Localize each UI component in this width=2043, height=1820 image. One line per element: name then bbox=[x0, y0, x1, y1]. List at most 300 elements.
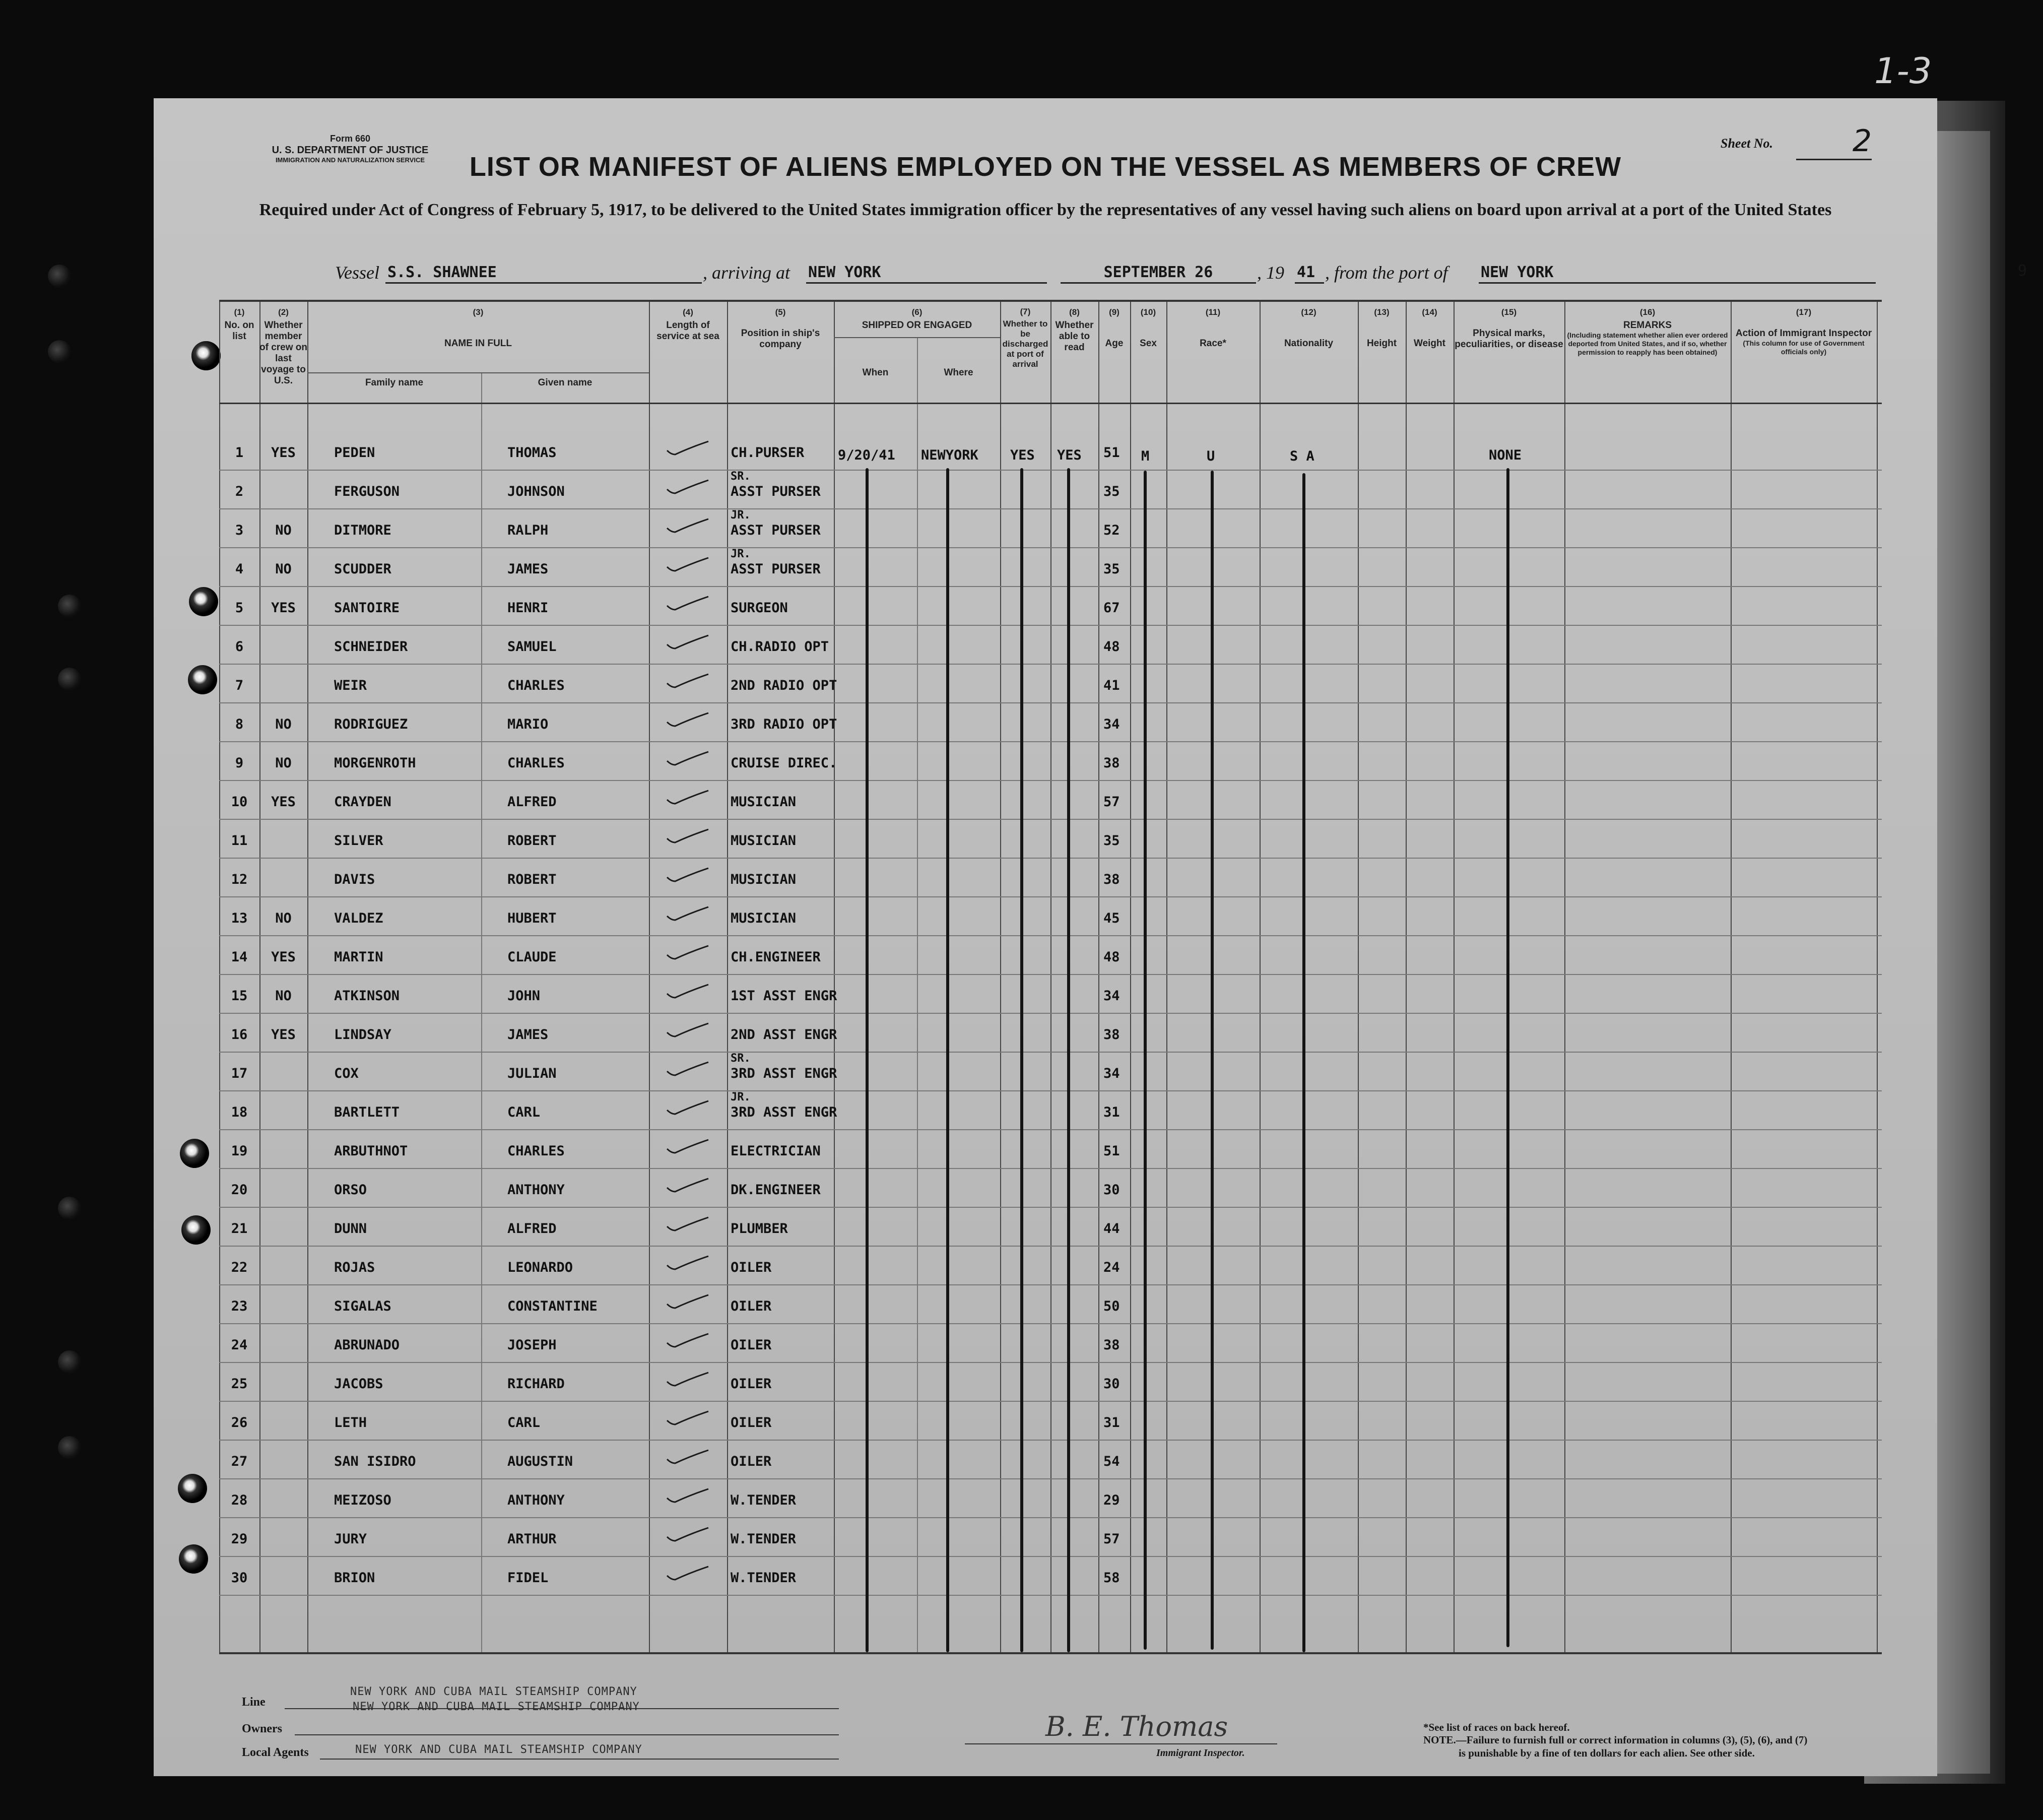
row-age: 67 bbox=[1103, 600, 1120, 616]
row-position: 2ND RADIO OPT bbox=[731, 678, 837, 693]
row-family-name: ROJAS bbox=[334, 1260, 375, 1275]
row-position: MUSICIAN bbox=[731, 833, 797, 849]
row-rule bbox=[219, 1090, 1882, 1091]
col-read-label: Whether able to read bbox=[1055, 320, 1094, 353]
row-position: 3RD ASST ENGR bbox=[731, 1104, 837, 1120]
col-action-sub: (This column for use of Government officials only) bbox=[1743, 339, 1865, 356]
row-age: 35 bbox=[1103, 484, 1120, 499]
col-age-num: (9) bbox=[1109, 307, 1119, 317]
row-position: OILER bbox=[731, 1298, 772, 1314]
row-age: 24 bbox=[1103, 1260, 1120, 1275]
checkmark-icon bbox=[665, 595, 710, 612]
row-position: OILER bbox=[731, 1260, 772, 1275]
checkmark-icon bbox=[665, 983, 710, 1000]
row-last-voyage: NO bbox=[275, 717, 292, 732]
checkmark-icon bbox=[665, 556, 710, 573]
col-position bbox=[727, 307, 834, 350]
grommet-icon bbox=[178, 1474, 207, 1503]
row-rule bbox=[219, 780, 1882, 781]
col-sex-label: Sex bbox=[1140, 338, 1157, 349]
row-rule bbox=[219, 1595, 1882, 1596]
row-family-name: MARTIN bbox=[334, 949, 383, 965]
row-number: 20 bbox=[231, 1182, 248, 1198]
row-number: 1 bbox=[235, 445, 244, 461]
row-position-prefix: JR. bbox=[731, 548, 751, 560]
row-age: 58 bbox=[1103, 1570, 1120, 1586]
binder-hole bbox=[58, 595, 81, 618]
form-department: U. S. DEPARTMENT OF JUSTICE bbox=[272, 145, 429, 156]
col-position-num: (5) bbox=[775, 307, 786, 317]
manifest-page bbox=[154, 98, 2027, 1776]
row-rule bbox=[219, 1362, 1882, 1363]
row-family-name: PEDEN bbox=[334, 445, 375, 461]
grommet-icon bbox=[189, 587, 218, 616]
row-given-name: LEONARDO bbox=[507, 1260, 573, 1275]
col-discharged-label: Whether to be discharged at port of arrival bbox=[1002, 319, 1048, 369]
col-sex bbox=[1130, 307, 1166, 349]
line-stamp: NEW YORK AND CUBA MAIL STEAMSHIP COMPANY bbox=[350, 1685, 637, 1698]
col-remarks-sub: (Including statement whether alien ever ordered deported from United States, and if so, whether permission to reapply has been obtained) bbox=[1567, 331, 1728, 356]
binder-hole bbox=[58, 1350, 81, 1374]
vessel-line bbox=[335, 262, 2027, 286]
checkmark-icon bbox=[665, 1177, 710, 1194]
row-number: 29 bbox=[231, 1531, 248, 1547]
read-value: YES bbox=[1057, 447, 1082, 463]
row-position: ELECTRICIAN bbox=[731, 1143, 821, 1159]
checkmark-icon bbox=[665, 478, 710, 495]
row-age: 57 bbox=[1103, 794, 1120, 810]
race-note: *See list of races on back hereof. bbox=[1423, 1721, 1570, 1733]
departure-port: NEW YORK bbox=[1479, 262, 1876, 284]
row-position: 3RD ASST ENGR bbox=[731, 1066, 837, 1081]
row-position-prefix: JR. bbox=[731, 509, 751, 522]
row-rule bbox=[219, 819, 1882, 820]
row-rule bbox=[219, 625, 1882, 626]
row-position: OILER bbox=[731, 1415, 772, 1431]
col-remarks bbox=[1564, 307, 1731, 357]
row-position: CRUISE DIREC. bbox=[731, 755, 837, 771]
row-last-voyage: YES bbox=[271, 794, 296, 810]
row-number: 4 bbox=[235, 561, 244, 577]
row-age: 38 bbox=[1103, 755, 1120, 771]
row-age: 48 bbox=[1103, 949, 1120, 965]
row-given-name: ALFRED bbox=[507, 794, 557, 810]
row-given-name: CHARLES bbox=[507, 755, 565, 771]
row-number: 13 bbox=[231, 911, 248, 926]
form-service: IMMIGRATION AND NATURALIZATION SERVICE bbox=[275, 156, 425, 164]
col-action bbox=[1731, 307, 1877, 356]
row-number: 10 bbox=[231, 794, 248, 810]
checkmark-icon bbox=[665, 1099, 710, 1116]
row-family-name: COX bbox=[334, 1066, 359, 1081]
line-label: Line bbox=[242, 1696, 266, 1709]
grommet-icon bbox=[180, 1139, 209, 1168]
row-position: 1ST ASST ENGR bbox=[731, 988, 837, 1004]
page-subtitle: Required under Act of Congress of February 5, 1917, to be delivered to the United States immigration officer by the representatives of any vessel having such aliens on board upon arrival at a port of the United States bbox=[259, 201, 1832, 219]
row-age: 41 bbox=[1103, 678, 1120, 693]
row-age: 57 bbox=[1103, 1531, 1120, 1547]
row-rule bbox=[219, 1440, 1882, 1441]
row-last-voyage: NO bbox=[275, 988, 292, 1004]
checkmark-icon bbox=[665, 1060, 710, 1077]
row-family-name: JACOBS bbox=[334, 1376, 383, 1392]
checkmark-icon bbox=[665, 789, 710, 806]
row-number: 12 bbox=[231, 872, 248, 887]
checkmark-icon bbox=[665, 1215, 710, 1232]
row-family-name: SANTOIRE bbox=[334, 600, 400, 616]
row-family-name: DUNN bbox=[334, 1221, 367, 1237]
col-sex-num: (10) bbox=[1140, 307, 1156, 317]
col-shipped-num: (6) bbox=[911, 307, 922, 317]
row-number: 17 bbox=[231, 1066, 248, 1081]
page-shadow-edge bbox=[1930, 131, 1990, 1774]
inspector-label: Immigrant Inspector. bbox=[1156, 1747, 1245, 1759]
col-height-num: (13) bbox=[1374, 307, 1390, 317]
owners-stamp: NEW YORK AND CUBA MAIL STEAMSHIP COMPANY bbox=[353, 1701, 640, 1713]
row-number: 7 bbox=[235, 678, 244, 693]
col-weight bbox=[1406, 307, 1454, 349]
margin-number: 9 bbox=[2018, 262, 2027, 280]
binder-hole bbox=[48, 265, 71, 288]
binder-hole bbox=[48, 340, 71, 363]
row-number: 25 bbox=[231, 1376, 248, 1392]
col-name-label: NAME IN FULL bbox=[444, 338, 512, 349]
row-number: 23 bbox=[231, 1298, 248, 1314]
ditto-mark bbox=[946, 468, 949, 1652]
row-position: MUSICIAN bbox=[731, 794, 797, 810]
row-rule bbox=[219, 1168, 1882, 1169]
row-number: 21 bbox=[231, 1221, 248, 1237]
col-remarks-num: (16) bbox=[1639, 307, 1656, 317]
col-last-voyage-label: Whether member of crew on last voyage to U.S. bbox=[259, 320, 308, 386]
row-age: 51 bbox=[1103, 1143, 1120, 1159]
col-last-voyage bbox=[259, 307, 307, 386]
row-position: ASST PURSER bbox=[731, 523, 821, 538]
row-position: SURGEON bbox=[731, 600, 788, 616]
row-given-name: CONSTANTINE bbox=[507, 1298, 598, 1314]
row-rule bbox=[219, 1207, 1882, 1208]
ditto-mark bbox=[1144, 471, 1147, 1650]
row-rule bbox=[219, 470, 1882, 471]
row-given-name: JOSEPH bbox=[507, 1337, 557, 1353]
row-position-prefix: SR. bbox=[731, 470, 751, 483]
penalty-note-line2: is punishable by a fine of ten dollars for each alien. See other side. bbox=[1459, 1747, 1755, 1759]
col-given-name: Given name bbox=[538, 377, 592, 388]
row-rule bbox=[219, 935, 1882, 936]
row-age: 30 bbox=[1103, 1182, 1120, 1198]
row-age: 51 bbox=[1103, 445, 1120, 461]
checkmark-icon bbox=[665, 1487, 710, 1504]
binder-hole bbox=[58, 1436, 81, 1459]
row-family-name: SILVER bbox=[334, 833, 383, 849]
from-label: , from the port of bbox=[1325, 263, 1448, 283]
row-family-name: VALDEZ bbox=[334, 911, 383, 926]
row-given-name: JOHN bbox=[507, 988, 541, 1004]
sex-value: M bbox=[1141, 448, 1150, 464]
row-rule bbox=[219, 1284, 1882, 1285]
row-given-name: JOHNSON bbox=[507, 484, 565, 499]
row-age: 44 bbox=[1103, 1221, 1120, 1237]
row-given-name: RICHARD bbox=[507, 1376, 565, 1392]
page-title: LIST OR MANIFEST OF ALIENS EMPLOYED ON THE VESSEL AS MEMBERS OF CREW bbox=[469, 152, 1622, 182]
row-age: 38 bbox=[1103, 872, 1120, 887]
col-nationality-label: Nationality bbox=[1284, 338, 1334, 349]
row-given-name: ROBERT bbox=[507, 872, 557, 887]
row-given-name: JAMES bbox=[507, 561, 549, 577]
checkmark-icon bbox=[665, 633, 710, 651]
row-number: 19 bbox=[231, 1143, 248, 1159]
col-name-num: (3) bbox=[473, 307, 484, 317]
row-family-name: ARBUTHNOT bbox=[334, 1143, 408, 1159]
col-age-label: Age bbox=[1105, 338, 1124, 349]
row-given-name: JAMES bbox=[507, 1027, 549, 1043]
row-rule bbox=[219, 741, 1882, 742]
row-position: MUSICIAN bbox=[731, 872, 797, 887]
row-rule bbox=[219, 1556, 1882, 1557]
row-position: CH.PURSER bbox=[731, 445, 805, 461]
col-physical-label: Physical marks, peculiarities, or disease bbox=[1455, 328, 1563, 350]
year-prefix: , 19 bbox=[1257, 263, 1284, 283]
row-family-name: CRAYDEN bbox=[334, 794, 391, 810]
row-given-name: CARL bbox=[507, 1104, 541, 1120]
row-number: 28 bbox=[231, 1492, 248, 1508]
row-age: 34 bbox=[1103, 1066, 1120, 1081]
row-family-name: ATKINSON bbox=[334, 988, 400, 1004]
checkmark-icon bbox=[665, 711, 710, 728]
col-read bbox=[1050, 307, 1098, 353]
row-number: 24 bbox=[231, 1337, 248, 1353]
col-physical bbox=[1454, 307, 1564, 350]
ditto-mark bbox=[1067, 468, 1070, 1652]
col-race bbox=[1166, 307, 1260, 349]
vessel-name: S.S. SHAWNEE bbox=[385, 262, 702, 284]
arriving-port: NEW YORK bbox=[806, 262, 1047, 284]
row-rule bbox=[219, 1401, 1882, 1402]
shipped-when: 9/20/41 bbox=[838, 447, 895, 463]
row-given-name: ANTHONY bbox=[507, 1492, 565, 1508]
row-position: W.TENDER bbox=[731, 1531, 797, 1547]
row-given-name: THOMAS bbox=[507, 445, 557, 461]
row-rule bbox=[219, 508, 1882, 509]
row-last-voyage: NO bbox=[275, 911, 292, 926]
row-given-name: CHARLES bbox=[507, 1143, 565, 1159]
corner-note: 1-3 bbox=[1874, 50, 1932, 92]
checkmark-icon bbox=[665, 905, 710, 922]
checkmark-icon bbox=[665, 1021, 710, 1038]
row-position: ASST PURSER bbox=[731, 561, 821, 577]
col-service-label: Length of service at sea bbox=[656, 320, 719, 342]
row-given-name: MARIO bbox=[507, 717, 549, 732]
col-no-label: No. on list bbox=[224, 320, 254, 342]
row-given-name: JULIAN bbox=[507, 1066, 557, 1081]
row-given-name: FIDEL bbox=[507, 1570, 549, 1586]
row-given-name: HUBERT bbox=[507, 911, 557, 926]
row-rule bbox=[219, 1052, 1882, 1053]
row-family-name: FERGUSON bbox=[334, 484, 400, 499]
form-number: Form 660 bbox=[329, 134, 371, 144]
row-family-name: SCHNEIDER bbox=[334, 639, 408, 655]
col-action-num: (17) bbox=[1796, 307, 1812, 317]
row-given-name: ROBERT bbox=[507, 833, 557, 849]
col-race-num: (11) bbox=[1205, 307, 1221, 317]
row-age: 35 bbox=[1103, 833, 1120, 849]
vessel-label: Vessel bbox=[335, 263, 379, 283]
grommet-icon bbox=[181, 1215, 211, 1245]
col-discharged bbox=[1000, 307, 1050, 369]
row-number: 27 bbox=[231, 1454, 248, 1469]
grommet-icon bbox=[191, 341, 221, 370]
row-number: 16 bbox=[231, 1027, 248, 1043]
race-value: U bbox=[1207, 448, 1215, 464]
checkmark-icon bbox=[665, 1448, 710, 1465]
col-remarks-label: REMARKS bbox=[1623, 320, 1672, 331]
ditto-mark bbox=[866, 468, 869, 1652]
row-age: 52 bbox=[1103, 523, 1120, 538]
checkmark-icon bbox=[665, 439, 710, 457]
checkmark-icon bbox=[665, 1138, 710, 1155]
manifest-footer bbox=[219, 1658, 1882, 1759]
row-given-name: SAMUEL bbox=[507, 639, 557, 655]
checkmark-icon bbox=[665, 750, 710, 767]
row-age: 35 bbox=[1103, 561, 1120, 577]
row-position: CH.ENGINEER bbox=[731, 949, 821, 965]
row-age: 31 bbox=[1103, 1415, 1120, 1431]
row-family-name: SAN ISIDRO bbox=[334, 1454, 416, 1469]
row-family-name: SCUDDER bbox=[334, 561, 391, 577]
row-family-name: RODRIGUEZ bbox=[334, 717, 408, 732]
row-rule bbox=[219, 547, 1882, 548]
row-age: 30 bbox=[1103, 1376, 1120, 1392]
row-rule bbox=[219, 1013, 1882, 1014]
owners-label: Owners bbox=[242, 1722, 282, 1735]
row-number: 30 bbox=[231, 1570, 248, 1586]
col-age bbox=[1098, 307, 1130, 349]
row-position: 2ND ASST ENGR bbox=[731, 1027, 837, 1043]
row-number: 18 bbox=[231, 1104, 248, 1120]
ditto-mark bbox=[1302, 473, 1305, 1652]
row-given-name: CLAUDE bbox=[507, 949, 557, 965]
row-number: 3 bbox=[235, 523, 244, 538]
row-position: W.TENDER bbox=[731, 1570, 797, 1586]
penalty-note-line1: NOTE.—Failure to furnish full or correct information in columns (3), (5), (6), and (7) bbox=[1423, 1734, 1808, 1746]
row-position: CH.RADIO OPT bbox=[731, 639, 829, 655]
row-family-name: MEIZOSO bbox=[334, 1492, 391, 1508]
col-no bbox=[219, 307, 259, 342]
col-read-num: (8) bbox=[1069, 307, 1080, 317]
row-rule bbox=[219, 974, 1882, 975]
col-action-label: Action of Immigrant Inspector bbox=[1735, 328, 1872, 339]
row-family-name: BRION bbox=[334, 1570, 375, 1586]
row-number: 11 bbox=[231, 833, 248, 849]
discharged-value: YES bbox=[1010, 447, 1035, 463]
sheet-label: Sheet No. bbox=[1721, 136, 1773, 151]
agents-stamp: NEW YORK AND CUBA MAIL STEAMSHIP COMPANY bbox=[355, 1743, 642, 1756]
row-number: 8 bbox=[235, 717, 244, 732]
shipped-where: NEWYORK bbox=[921, 447, 978, 463]
row-given-name: CHARLES bbox=[507, 678, 565, 693]
col-service bbox=[649, 307, 727, 342]
checkmark-icon bbox=[665, 1332, 710, 1349]
row-rule bbox=[219, 702, 1882, 703]
row-last-voyage: YES bbox=[271, 445, 296, 461]
checkmark-icon bbox=[665, 517, 710, 534]
row-number: 2 bbox=[235, 484, 244, 499]
row-position: PLUMBER bbox=[731, 1221, 788, 1237]
col-no-num: (1) bbox=[234, 307, 245, 317]
row-age: 29 bbox=[1103, 1492, 1120, 1508]
row-family-name: LINDSAY bbox=[334, 1027, 391, 1043]
col-height-label: Height bbox=[1366, 338, 1397, 349]
row-last-voyage: YES bbox=[271, 1027, 296, 1043]
row-family-name: ABRUNADO bbox=[334, 1337, 400, 1353]
row-position: 3RD RADIO OPT bbox=[731, 717, 837, 732]
ditto-mark bbox=[1506, 468, 1509, 1647]
checkmark-icon bbox=[665, 672, 710, 689]
checkmark-icon bbox=[665, 1409, 710, 1426]
row-rule bbox=[219, 1129, 1882, 1130]
checkmark-icon bbox=[665, 1526, 710, 1543]
row-given-name: CARL bbox=[507, 1415, 541, 1431]
arrival-date: SEPTEMBER 26 bbox=[1061, 262, 1256, 284]
row-age: 31 bbox=[1103, 1104, 1120, 1120]
grommet-icon bbox=[188, 665, 217, 694]
row-last-voyage: YES bbox=[271, 949, 296, 965]
binder-hole bbox=[58, 1197, 81, 1220]
row-age: 54 bbox=[1103, 1454, 1120, 1469]
col-name bbox=[307, 307, 649, 349]
arriving-label: , arriving at bbox=[703, 263, 790, 283]
row-family-name: DITMORE bbox=[334, 523, 391, 538]
row-number: 14 bbox=[231, 949, 248, 965]
col-physical-num: (15) bbox=[1501, 307, 1517, 317]
row-number: 26 bbox=[231, 1415, 248, 1431]
row-given-name: HENRI bbox=[507, 600, 549, 616]
inspector-signature: B. E. Thomas bbox=[1045, 1711, 1228, 1742]
col-shipped-when: When bbox=[862, 367, 889, 378]
row-rule bbox=[219, 896, 1882, 897]
row-given-name: AUGUSTIN bbox=[507, 1454, 573, 1469]
row-rule bbox=[219, 1246, 1882, 1247]
row-position-prefix: JR. bbox=[731, 1091, 751, 1103]
checkmark-icon bbox=[665, 866, 710, 883]
row-family-name: SIGALAS bbox=[334, 1298, 391, 1314]
col-race-label: Race* bbox=[1200, 338, 1226, 349]
col-height bbox=[1358, 307, 1406, 349]
row-given-name: ARTHUR bbox=[507, 1531, 557, 1547]
row-position-prefix: SR. bbox=[731, 1052, 751, 1065]
ditto-mark bbox=[1020, 468, 1023, 1652]
col-shipped bbox=[834, 307, 1000, 331]
row-position: W.TENDER bbox=[731, 1492, 797, 1508]
row-family-name: DAVIS bbox=[334, 872, 375, 887]
row-number: 15 bbox=[231, 988, 248, 1004]
row-age: 34 bbox=[1103, 717, 1120, 732]
row-last-voyage: NO bbox=[275, 755, 292, 771]
col-nationality bbox=[1260, 307, 1358, 349]
col-nationality-num: (12) bbox=[1301, 307, 1316, 317]
row-rule bbox=[219, 1323, 1882, 1324]
col-shipped-label: SHIPPED OR ENGAGED bbox=[862, 320, 972, 331]
col-discharged-num: (7) bbox=[1020, 307, 1031, 316]
row-age: 34 bbox=[1103, 988, 1120, 1004]
row-age: 50 bbox=[1103, 1298, 1120, 1314]
checkmark-icon bbox=[665, 1371, 710, 1388]
row-last-voyage: NO bbox=[275, 523, 292, 538]
row-number: 9 bbox=[235, 755, 244, 771]
row-age: 45 bbox=[1103, 911, 1120, 926]
sheet-number: 2 bbox=[1796, 123, 1872, 160]
col-last-voyage-num: (2) bbox=[278, 307, 289, 317]
